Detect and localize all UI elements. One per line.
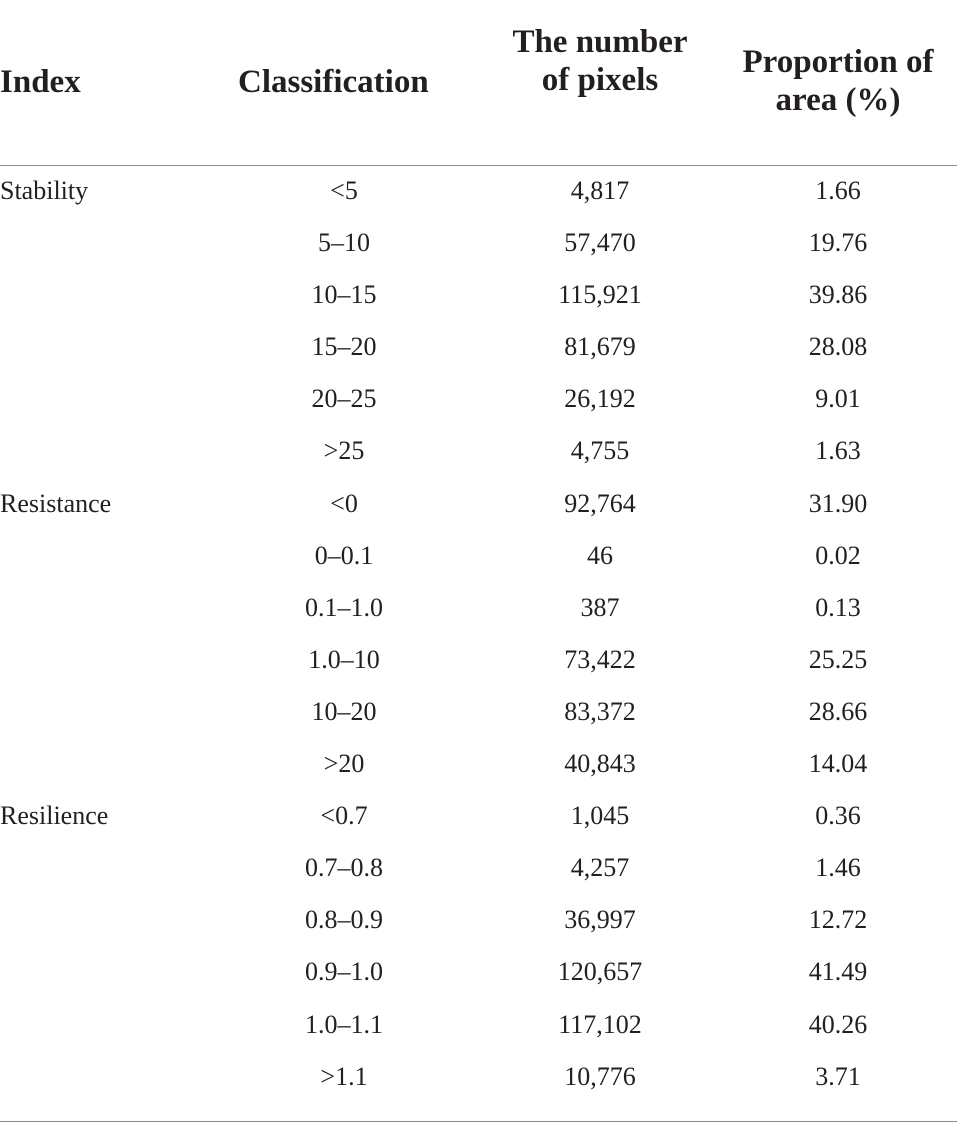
- cell-classification: <0.7: [320, 801, 368, 831]
- cell-proportion-of-area: 19.76: [808, 228, 868, 258]
- cell-proportion-of-area: 3.71: [815, 1061, 861, 1091]
- table-row: [0, 739, 957, 791]
- cell-proportion-of-area: 40.26: [808, 1009, 868, 1039]
- cell-proportion-of-area: 12.72: [808, 905, 868, 935]
- cell-number-of-pixels: 81,679: [564, 332, 636, 362]
- cell-classification: <5: [330, 176, 358, 205]
- cell-classification: 5–10: [318, 228, 370, 258]
- cell-classification: >1.1: [320, 1061, 368, 1091]
- cell-number-of-pixels: 120,657: [557, 957, 643, 987]
- header-number-of-pixels: The number of pixels: [512, 24, 688, 98]
- cell-proportion-of-area: 25.25: [808, 644, 868, 674]
- bottom-rule: [0, 1121, 957, 1122]
- cell-number-of-pixels: 4,755: [570, 436, 630, 466]
- cell-number-of-pixels: 92,764: [564, 488, 636, 518]
- cell-classification: 0.7–0.8: [305, 853, 383, 883]
- cell-proportion-of-area: 1.66: [815, 176, 861, 205]
- cell-classification: 0.1–1.0: [305, 592, 383, 622]
- table-row: [0, 1000, 957, 1052]
- cell-proportion-of-area: 9.01: [815, 384, 861, 414]
- cell-classification: 0.8–0.9: [305, 905, 383, 935]
- cell-number-of-pixels: 117,102: [558, 1009, 642, 1039]
- table-row: [0, 843, 957, 895]
- table-row: [0, 531, 957, 583]
- cell-number-of-pixels: 387: [580, 592, 620, 622]
- cell-proportion-of-area: 1.63: [815, 436, 861, 466]
- table-header: [0, 0, 957, 165]
- cell-number-of-pixels: 73,422: [564, 644, 636, 674]
- table-row: [0, 270, 957, 322]
- table-row: [0, 947, 957, 999]
- table-row: [0, 791, 957, 843]
- table-row: [0, 374, 957, 426]
- table-row: [0, 166, 957, 218]
- cell-classification: 10–15: [311, 280, 377, 310]
- cell-classification: 1.0–10: [308, 644, 380, 674]
- table-row: [0, 687, 957, 739]
- header-classification: Classification: [238, 64, 429, 100]
- table-row: [0, 218, 957, 270]
- cell-classification: <0: [330, 488, 358, 518]
- cell-number-of-pixels: 83,372: [564, 696, 636, 726]
- table-row: [0, 479, 957, 531]
- cell-classification: >25: [323, 436, 365, 466]
- table-row: [0, 1052, 957, 1104]
- cell-index: Stability: [0, 176, 89, 205]
- cell-proportion-of-area: 31.90: [808, 488, 868, 518]
- table-row: [0, 322, 957, 374]
- cell-number-of-pixels: 115,921: [558, 280, 642, 310]
- cell-classification: >20: [323, 749, 365, 779]
- header-index: Index: [0, 64, 81, 100]
- cell-number-of-pixels: 57,470: [564, 228, 636, 258]
- cell-index: Resilience: [0, 801, 109, 831]
- cell-number-of-pixels: 26,192: [564, 384, 636, 414]
- cell-classification: 10–20: [311, 696, 377, 726]
- cell-classification: 0–0.1: [314, 540, 374, 570]
- cell-proportion-of-area: 28.08: [808, 332, 868, 362]
- cell-number-of-pixels: 4,817: [570, 176, 630, 205]
- cell-number-of-pixels: 36,997: [564, 905, 636, 935]
- table-row: [0, 426, 957, 478]
- cell-proportion-of-area: 28.66: [808, 696, 868, 726]
- table-body: [0, 166, 957, 1104]
- cell-number-of-pixels: 4,257: [570, 853, 630, 883]
- table-row: [0, 635, 957, 687]
- cell-proportion-of-area: 0.02: [815, 540, 861, 570]
- cell-proportion-of-area: 39.86: [808, 280, 868, 310]
- cell-proportion-of-area: 41.49: [808, 957, 868, 987]
- cell-proportion-of-area: 0.13: [815, 592, 861, 622]
- cell-number-of-pixels: 10,776: [564, 1061, 636, 1091]
- cell-classification: 15–20: [311, 332, 377, 362]
- cell-proportion-of-area: 0.36: [815, 801, 861, 831]
- cell-proportion-of-area: 14.04: [808, 749, 868, 779]
- cell-index: Resistance: [0, 488, 112, 518]
- cell-number-of-pixels: 40,843: [564, 749, 636, 779]
- table-row: [0, 895, 957, 947]
- cell-number-of-pixels: 46: [587, 540, 613, 570]
- cell-proportion-of-area: 1.46: [815, 853, 861, 883]
- table-row: [0, 583, 957, 635]
- header-proportion-of-area: Proportion of area (%): [742, 44, 934, 118]
- cell-classification: 0.9–1.0: [305, 957, 383, 987]
- cell-number-of-pixels: 1,045: [570, 801, 630, 831]
- cell-classification: 1.0–1.1: [305, 1009, 383, 1039]
- cell-classification: 20–25: [311, 384, 377, 414]
